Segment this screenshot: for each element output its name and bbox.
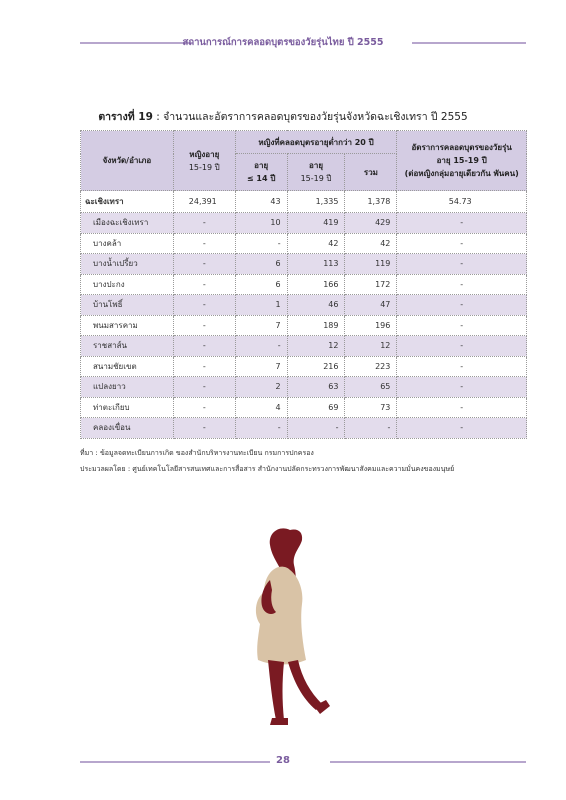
col-header-15-19 bbox=[287, 154, 345, 191]
cell-rate: - bbox=[397, 233, 527, 254]
cell-rate: - bbox=[397, 397, 527, 418]
pregnant-woman-illustration bbox=[240, 520, 360, 730]
cell-15-19: 42 bbox=[287, 233, 345, 254]
cell-rate: - bbox=[397, 213, 527, 234]
cell-under14: 6 bbox=[235, 274, 287, 295]
table-row bbox=[81, 213, 527, 234]
cell-women: - bbox=[173, 213, 235, 234]
page-header-title: สถานการณ์การคลอดบุตรของวัยรุ่นไทย ปี 2555 bbox=[182, 37, 384, 48]
col-header-women-line1: หญิงอายุ bbox=[189, 149, 220, 159]
cell-under14: 4 bbox=[235, 397, 287, 418]
cell-15-19: 216 bbox=[287, 356, 345, 377]
cell-rate: - bbox=[397, 377, 527, 398]
col-header-rate-line1: อัตราการคลอดบุตรของวัยรุ่น bbox=[411, 143, 512, 152]
table-row bbox=[81, 397, 527, 418]
cell-under14: 6 bbox=[235, 254, 287, 275]
col-header-rate-line2: อายุ 15-19 ปี bbox=[436, 156, 487, 165]
table-caption-label: ตารางที่ 19 bbox=[98, 111, 153, 123]
table-row bbox=[81, 377, 527, 398]
cell-under14: - bbox=[235, 336, 287, 357]
cell-under14: 7 bbox=[235, 315, 287, 336]
table-row bbox=[81, 233, 527, 254]
cell-rate: 54.73 bbox=[397, 191, 527, 213]
cell-rate: - bbox=[397, 315, 527, 336]
cell-name: แปลงยาว bbox=[81, 377, 174, 398]
col-header-women-line2: 15-19 ปี bbox=[188, 162, 220, 172]
cell-15-19: 12 bbox=[287, 336, 345, 357]
cell-under14: 1 bbox=[235, 295, 287, 316]
cell-under14: 43 bbox=[235, 191, 287, 213]
table-caption bbox=[0, 108, 566, 125]
footer-rule-right bbox=[330, 761, 526, 763]
table-row bbox=[81, 274, 527, 295]
table-caption-text: : จำนวนและอัตราการคลอดบุตรของวัยรุ่นจังหวัดฉะเชิงเทรา ปี 2555 bbox=[152, 111, 468, 123]
cell-15-19: 113 bbox=[287, 254, 345, 275]
col-header-15-19-line1: อายุ bbox=[309, 161, 324, 170]
cell-total: 42 bbox=[345, 233, 397, 254]
cell-15-19: 166 bbox=[287, 274, 345, 295]
cell-name: บางคล้า bbox=[81, 233, 174, 254]
shoe-left-shape bbox=[270, 718, 288, 725]
cell-total: 119 bbox=[345, 254, 397, 275]
cell-15-19: 189 bbox=[287, 315, 345, 336]
cell-name: บางปะกง bbox=[81, 274, 174, 295]
cell-women: - bbox=[173, 397, 235, 418]
cell-women: - bbox=[173, 254, 235, 275]
cell-name: คลองเขื่อน bbox=[81, 418, 174, 439]
cell-name: สนามชัยเขต bbox=[81, 356, 174, 377]
cell-women: - bbox=[173, 274, 235, 295]
cell-15-19: - bbox=[287, 418, 345, 439]
col-header-under14-line1: อายุ bbox=[254, 161, 269, 170]
cell-name: ฉะเชิงเทรา bbox=[81, 191, 174, 213]
cell-women: 24,391 bbox=[173, 191, 235, 213]
col-header-area: จังหวัด/อำเภอ bbox=[81, 131, 174, 191]
col-header-women bbox=[173, 131, 235, 191]
legs-shape bbox=[268, 660, 322, 720]
table-row bbox=[81, 336, 527, 357]
cell-15-19: 46 bbox=[287, 295, 345, 316]
cell-total: 196 bbox=[345, 315, 397, 336]
cell-15-19: 69 bbox=[287, 397, 345, 418]
cell-total: 223 bbox=[345, 356, 397, 377]
table-row bbox=[81, 315, 527, 336]
dress-shape bbox=[256, 567, 306, 665]
table-row bbox=[81, 418, 527, 439]
table-row-province-total bbox=[81, 191, 527, 213]
cell-total: 73 bbox=[345, 397, 397, 418]
cell-15-19: 1,335 bbox=[287, 191, 345, 213]
cell-women: - bbox=[173, 418, 235, 439]
col-header-total: รวม bbox=[345, 154, 397, 191]
cell-total: 172 bbox=[345, 274, 397, 295]
cell-rate: - bbox=[397, 356, 527, 377]
cell-rate: - bbox=[397, 254, 527, 275]
col-header-15-19-line2: 15-19 ปี bbox=[300, 174, 332, 183]
cell-rate: - bbox=[397, 274, 527, 295]
cell-under14: - bbox=[235, 418, 287, 439]
cell-rate: - bbox=[397, 336, 527, 357]
cell-rate: - bbox=[397, 295, 527, 316]
cell-women: - bbox=[173, 377, 235, 398]
cell-total: 47 bbox=[345, 295, 397, 316]
cell-under14: 7 bbox=[235, 356, 287, 377]
table-row bbox=[81, 295, 527, 316]
col-header-under14-line2: ≤ 14 ปี bbox=[246, 174, 276, 183]
cell-rate: - bbox=[397, 418, 527, 439]
cell-15-19: 419 bbox=[287, 213, 345, 234]
cell-total: - bbox=[345, 418, 397, 439]
cell-name: บ้านโพธิ์ bbox=[81, 295, 174, 316]
cell-total: 65 bbox=[345, 377, 397, 398]
source-note: ที่มา : ข้อมูลจดทะเบียนการเกิด ของสำนักบริหารงานทะเบียน กรมการปกครอง bbox=[80, 449, 314, 457]
col-header-under14 bbox=[235, 154, 287, 191]
cell-total: 1,378 bbox=[345, 191, 397, 213]
cell-name: ท่าตะเกียบ bbox=[81, 397, 174, 418]
cell-women: - bbox=[173, 295, 235, 316]
cell-under14: 10 bbox=[235, 213, 287, 234]
cell-under14: 2 bbox=[235, 377, 287, 398]
col-header-rate-line3: (ต่อหญิงกลุ่มอายุเดียวกัน พันคน) bbox=[404, 169, 519, 178]
cell-women: - bbox=[173, 356, 235, 377]
cell-name: บางน้ำเปรี้ยว bbox=[81, 254, 174, 275]
col-header-rate bbox=[397, 131, 527, 191]
cell-name: เมืองฉะเชิงเทรา bbox=[81, 213, 174, 234]
processed-note: ประมวลผลโดย : ศูนย์เทคโนโลยีสารสนเทศและการสื่อสาร สำนักงานปลัดกระทรวงการพัฒนาสังคมและความมั่นคงของมนุษย์ bbox=[80, 465, 455, 473]
table-row bbox=[81, 254, 527, 275]
table-row bbox=[81, 356, 527, 377]
cell-total: 12 bbox=[345, 336, 397, 357]
cell-women: - bbox=[173, 336, 235, 357]
cell-under14: - bbox=[235, 233, 287, 254]
cell-women: - bbox=[173, 315, 235, 336]
birth-rate-table bbox=[80, 130, 527, 439]
page-number: 28 bbox=[276, 755, 290, 766]
cell-total: 429 bbox=[345, 213, 397, 234]
cell-women: - bbox=[173, 233, 235, 254]
cell-name: ราชสาส์น bbox=[81, 336, 174, 357]
col-header-births-group: หญิงที่คลอดบุตรอายุต่ำกว่า 20 ปี bbox=[235, 131, 397, 154]
cell-15-19: 63 bbox=[287, 377, 345, 398]
header-rule-right bbox=[412, 42, 526, 44]
cell-name: พนมสารคาม bbox=[81, 315, 174, 336]
